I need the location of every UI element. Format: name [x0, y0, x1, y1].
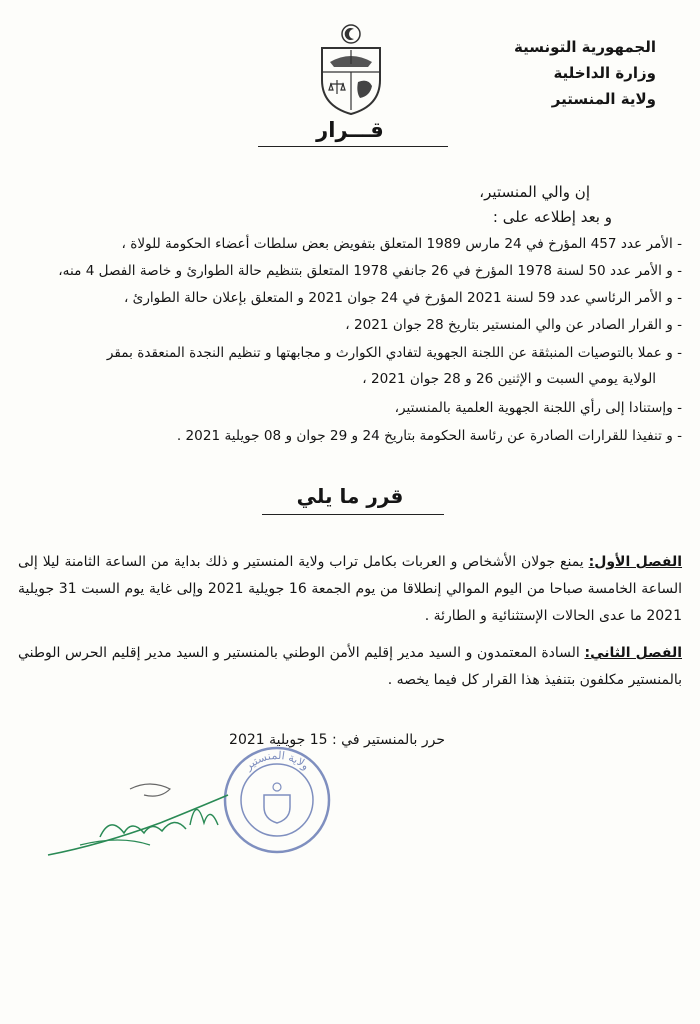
clause-2: - و الأمر عدد 50 لسنة 1978 المؤرخ في 26 جانفي 1978 المتعلق بتنظيم حالة الطوارئ و خاصة الفصل 4 منه،	[58, 263, 682, 279]
clause-5: - و عملا بالتوصيات المنبثقة عن اللجنة الجهوية لتفادي الكوارث و مجابهتها و تنظيم النجدة المنعقدة بمقر	[106, 345, 682, 361]
header-governorate: ولاية المنستير	[551, 90, 656, 108]
header-ministry: وزارة الداخلية	[553, 64, 656, 82]
title-underline	[258, 146, 448, 147]
coat-of-arms-icon	[314, 22, 388, 116]
header-block	[416, 34, 656, 112]
document-title: قـــرار	[316, 118, 384, 142]
clause-3: - و الأمر الرئاسي عدد 59 لسنة 2021 المؤرخ في 24 جوان 2021 و المتعلق بإعلان حالة الطوارئ ،	[123, 290, 682, 306]
clause-1: - الأمر عدد 457 المؤرخ في 24 مارس 1989 المتعلق بتفويض بعض سلطات أعضاء الحكومة للولاة ،	[121, 236, 682, 252]
article-1-text: يمنع جولان الأشخاص و العربات بكامل تراب ولاية المنستير و ذلك بداية من الساعة الثامنة ليلا إلى الساعة الخامسة صباحا من اليوم الموالي إنطلاقا من يوم الجمعة 16 جويلية 2021 وإلى غاية يوم السبت 31 جويلية 2021 ما عدى الحالات الإستثنائية و الطارئة .	[18, 554, 682, 624]
stamp-text: ولاية المنستير	[242, 748, 312, 773]
header-republic: الجمهورية التونسية	[514, 38, 656, 56]
sign-place-date: حرر بالمنستير في : 15 جويلية 2021	[229, 732, 445, 748]
article-2-text: السادة المعتمدون و السيد مدير إقليم الأمن الوطني بالمنستير و السيد مدير إقليم الحرس الوطني بالمنستير مكلفون بتنفيذ هذا القرار كل فيما يخصه .	[18, 645, 682, 688]
article-1	[18, 549, 682, 630]
decision-heading: قرر ما يلي	[296, 484, 404, 508]
clause-4: - و القرار الصادر عن والي المنستير بتاريخ 28 جوان 2021 ،	[345, 317, 682, 333]
article-2-label: الفصل الثاني:	[584, 645, 682, 661]
intro-line-2: و بعد إطلاعه على :	[492, 208, 612, 226]
signature-icon	[40, 775, 235, 865]
svg-text:ولاية المنستير	[241, 749, 312, 773]
clause-7: - و تنفيذا للقرارات الصادرة عن رئاسة الحكومة بتاريخ 24 و 29 جوان و 08 جويلية 2021 .	[176, 428, 682, 444]
clause-6: - وإستنادا إلى رأي اللجنة الجهوية العلمية بالمنستير،	[394, 400, 682, 416]
article-2	[18, 640, 682, 694]
official-stamp-icon	[222, 745, 332, 855]
article-1-label: الفصل الأول:	[588, 554, 683, 570]
clause-5-continued: الولاية يومي السبت و الإثنين 26 و 28 جوان 2021 ،	[362, 371, 656, 387]
decision-underline	[262, 514, 444, 515]
intro-line-1: إن والي المنستير،	[479, 183, 590, 201]
